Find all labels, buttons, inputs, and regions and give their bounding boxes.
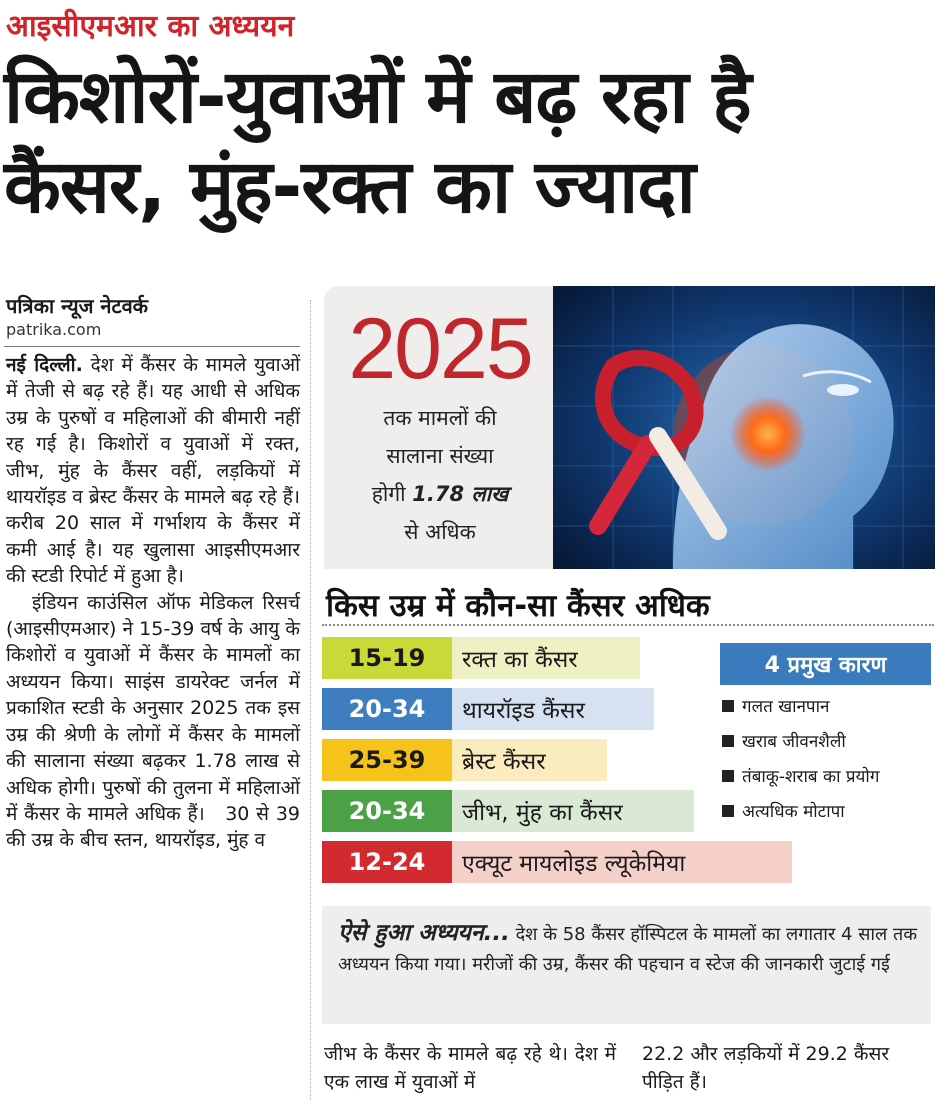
age-row (322, 637, 640, 679)
cancer-type: जीभ, मुंह का कैंसर (452, 790, 694, 832)
reason-text: खराब जीवनशैली (742, 732, 846, 752)
bullet-square-icon (722, 700, 734, 712)
stat-line-3-prefix: होगी (371, 482, 413, 506)
bullet-square-icon (722, 805, 734, 817)
article-paragraph-1 (6, 352, 300, 590)
article-continuation-col2: जीभ के कैंसर के मामले बढ़ रहे थे। देश में एक लाख में युवाओं में (324, 1043, 616, 1093)
article-continuation-col3: 22.2 और लड़कियों में 29.2 कैंसर पीड़ित हैं। (642, 1043, 890, 1093)
age-row (322, 790, 694, 832)
reasons-title: 4 प्रमुख कारण (720, 643, 931, 685)
reason-text: गलत खानपान (742, 697, 830, 717)
section-title: किस उम्र में कौन-सा कैंसर अधिक (326, 588, 710, 624)
stat-value: 1.78 लाख (412, 482, 509, 506)
byline-divider (4, 346, 300, 347)
stat-box (324, 286, 556, 569)
age-range: 12-24 (322, 841, 452, 883)
article-paragraph-2 (6, 590, 300, 854)
headline (4, 52, 751, 232)
article-body (6, 352, 300, 854)
kicker: आइसीएमआर का अध्ययन (6, 9, 295, 44)
headline-line-2: कैंसर, मुंह-रक्त का ज्यादा (4, 144, 695, 230)
stat-line-3 (324, 480, 556, 508)
bullet-square-icon (722, 770, 734, 782)
tumor-glow (730, 396, 806, 472)
reason-item (722, 764, 879, 787)
dateline: नई दिल्ली. (6, 354, 83, 376)
age-range: 20-34 (322, 790, 452, 832)
age-row (322, 841, 792, 883)
age-range: 20-34 (322, 688, 452, 730)
cancer-type: थायरॉइड कैंसर (452, 688, 654, 730)
cancer-type: ब्रेस्ट कैंसर (452, 739, 607, 781)
hero-illustration (553, 286, 935, 569)
headline-line-1: किशोरों-युवाओं में बढ़ रहा है (4, 54, 751, 140)
stat-year: 2025 (348, 301, 532, 397)
reason-item (722, 799, 845, 822)
stat-line-4: से अधिक (404, 520, 476, 544)
age-range: 25-39 (322, 739, 452, 781)
column-divider (310, 300, 311, 1100)
paragraph-2-text: इंडियन काउंसिल ऑफ मेडिकल रिसर्च (आइसीएमआर) ने 15-39 वर्ष के आयु के किशोरों व युवाओं में कैंसर के मामलों का अध्ययन किया। साइंस डायरेक्ट जर्नल में प्रकाशित स्टडी के अनुसार 2025 तक इस उम्र की श्रेणी के लोगों में कैंसर के मामलों की सालाना संख्या बढ़कर 1.78 लाख से अधिक होगी। पुरुषों की तुलना में महिलाओं में कैंसर के मामले अधिक हैं। (6, 591, 300, 825)
stat-line-2: सालाना संख्या (386, 444, 494, 468)
site-link[interactable]: patrika.com (6, 320, 102, 339)
paragraph-2-tail: 30 से 39 की उम्र के बीच स्तन, थायरॉइड, मुंह व (6, 802, 301, 852)
study-box (322, 906, 931, 1024)
bullet-square-icon (722, 735, 734, 747)
byline: पत्रिका न्यूज नेटवर्क (6, 294, 149, 318)
age-row (322, 688, 654, 730)
reason-text: तंबाकू-शराब का प्रयोग (742, 767, 880, 787)
age-row (322, 739, 607, 781)
reason-text: अत्यधिक मोटापा (742, 802, 845, 822)
section-divider (322, 624, 934, 626)
reason-item (722, 694, 829, 717)
study-body: देश के 58 कैंसर हॉस्पिटल के मामलों का लगातार 4 साल तक अध्ययन किया गया। मरीजों की उम्र, कैंसर की पहचान व स्टेज की जानकारी जुटाई गई (338, 924, 918, 975)
paragraph-1-text: देश में कैंसर के मामले युवाओं में तेजी से बढ़ रहे हैं। यह आधी से अधिक उम्र के पुरुषों व महिलाओं की बीमारी नहीं रह गई है। किशोरों व युवाओं में रक्त, जीभ, मुंह के कैंसर वहीं, लड़कियों में थायरॉइड व ब्रेस्ट कैंसर के मामले बढ़ रहे हैं। करीब 20 साल में गर्भाशय के कैंसर में कमी आई है। यह खुलासा आइसीएमआर की स्टडी रिपोर्ट में हुआ है। (6, 354, 300, 588)
reason-item (722, 729, 846, 752)
cancer-type: रक्त का कैंसर (452, 637, 640, 679)
study-lead: ऐसे हुआ अध्ययन... (338, 920, 510, 946)
study-text (338, 918, 923, 980)
age-range: 15-19 (322, 637, 452, 679)
stat-line-1: तक मामलों की (383, 406, 497, 430)
cancer-type: एक्यूट मायलोइड ल्यूकेमिया (452, 841, 792, 883)
